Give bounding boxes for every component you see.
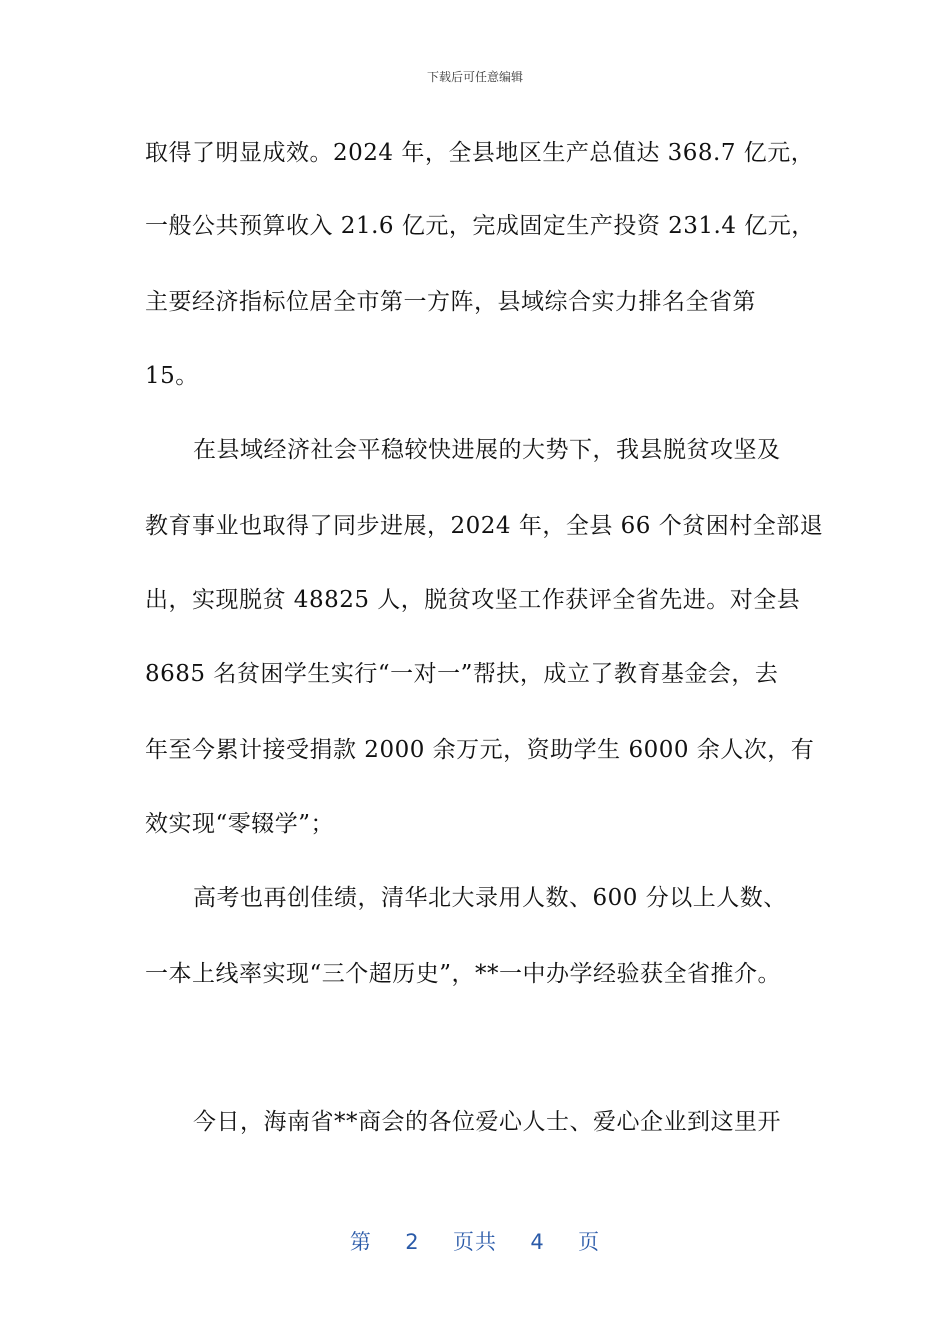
paragraph-line: 出，实现脱贫 48825 人，脱贫攻坚工作获评全省先进。对全县 (145, 587, 801, 613)
paragraph-line: 年至今累计接受捐款 2000 余万元，资助学生 6000 余人次，有 (145, 737, 815, 763)
paragraph-line: 取得了明显成效。2024 年，全县地区生产总值达 368.7 亿元， (145, 140, 815, 166)
paragraph-line: 一本上线率实现“三个超历史”，**一中办学经验获全省推介。 (145, 961, 782, 987)
footer-suffix: 页 (578, 1230, 601, 1254)
footer-middle: 页共 (453, 1230, 497, 1254)
paragraph-line: 效实现“零辍学”； (145, 811, 335, 837)
page-footer (0, 1226, 950, 1256)
paragraph-line: 一般公共预算收入 21.6 亿元，完成固定生产投资 231.4 亿元， (145, 213, 815, 239)
paragraph-line: 今日，海南省**商会的各位爱心人士、爱心企业到这里开 (193, 1109, 781, 1135)
paragraph-line: 15。 (145, 363, 199, 389)
header-note: 下载后可任意编辑 (426, 70, 523, 84)
paragraph-line: 教育事业也取得了同步进展，2024 年，全县 66 个贫困村全部退 (145, 513, 824, 539)
paragraph-line: 8685 名贫困学生实行“一对一”帮扶，成立了教育基金会，去 (145, 661, 779, 687)
paragraph-line: 高考也再创佳绩，清华北大录用人数、600 分以上人数、 (193, 885, 787, 911)
paragraph-line: 主要经济指标位居全市第一方阵，县域综合实力排名全省第 (145, 289, 756, 315)
footer-current-page: 2 (405, 1230, 420, 1254)
footer-total-pages: 4 (530, 1230, 545, 1254)
footer-prefix: 第 (349, 1230, 372, 1254)
paragraph-line: 在县域经济社会平稳较快进展的大势下，我县脱贫攻坚及 (193, 437, 781, 463)
